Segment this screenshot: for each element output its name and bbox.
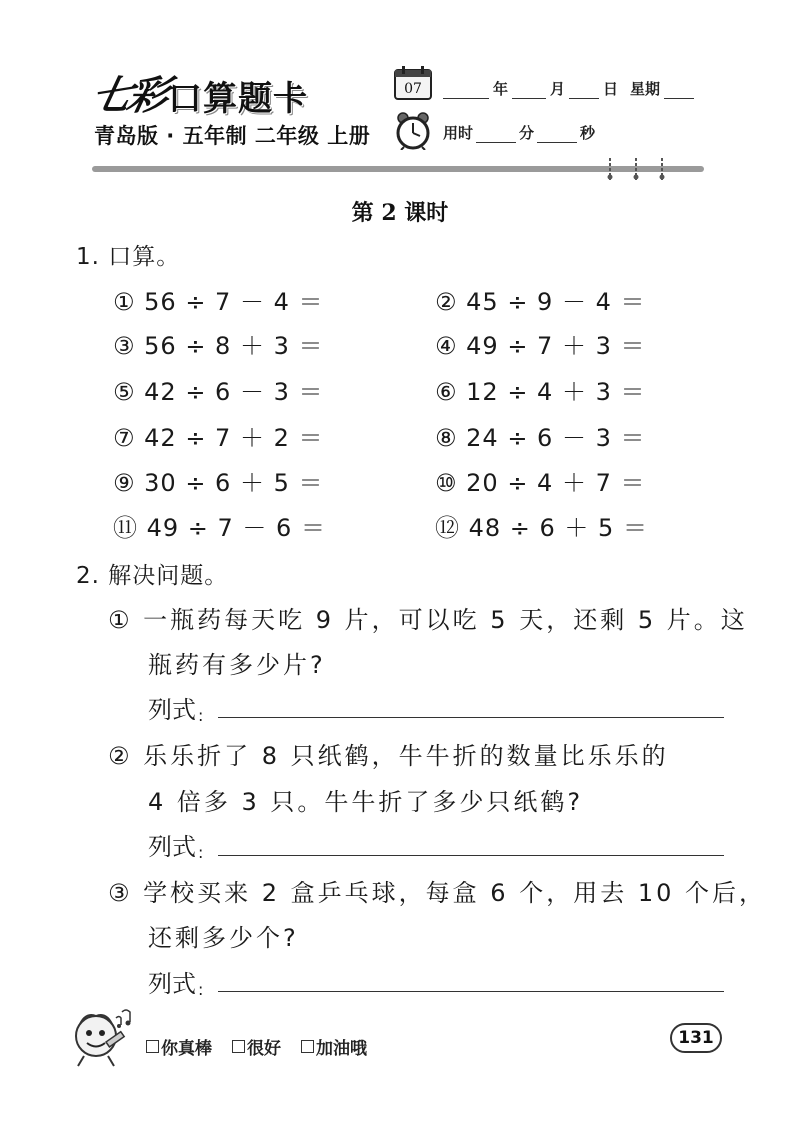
formula-label xyxy=(148,827,207,862)
weekday-blank[interactable] xyxy=(664,84,694,99)
page-number: 131 xyxy=(670,1023,722,1053)
equation: ⑩ 20 ÷ 4 ＋ 7 ＝ xyxy=(435,469,646,497)
formula-colon: : xyxy=(198,843,204,862)
equation: ⑫ 48 ÷ 6 ＋ 5 ＝ xyxy=(435,514,648,542)
rating-option-great[interactable] xyxy=(146,1034,212,1059)
answer-line[interactable] xyxy=(218,991,724,992)
rating-label: 很好 xyxy=(247,1039,281,1059)
problem-1-text: ① 一瓶药每天吃 9 片，可以吃 5 天，还剩 5 片。这 xyxy=(108,606,748,634)
month-label: 月 xyxy=(550,80,566,98)
equation: ⑨ 30 ÷ 6 ＋ 5 ＝ xyxy=(113,469,324,497)
lesson-title: 第 2 课时 xyxy=(351,200,449,226)
equation: ⑦ 42 ÷ 7 ＋ 2 ＝ xyxy=(113,424,324,452)
day-blank[interactable] xyxy=(569,84,599,99)
minute-blank[interactable] xyxy=(476,128,516,143)
answer-line[interactable] xyxy=(218,717,724,718)
equation: ⑤ 42 ÷ 6 － 3 ＝ xyxy=(113,378,324,406)
equation: ⑥ 12 ÷ 4 ＋ 3 ＝ xyxy=(435,378,646,406)
time-used-label: 用时 xyxy=(443,124,474,142)
equation: ⑧ 24 ÷ 6 － 3 ＝ xyxy=(435,424,646,452)
brand-script: 七彩 xyxy=(87,72,170,119)
self-rating xyxy=(146,1034,367,1059)
formula-label xyxy=(148,964,207,999)
section1-title: 1. 口算。 xyxy=(76,244,181,270)
problem-2-text: ② 乐乐折了 8 只纸鹤，牛牛折的数量比乐乐的 xyxy=(108,742,669,770)
date-fields xyxy=(443,78,694,99)
problem-2-text-cont: 4 倍多 3 只。牛牛折了多少只纸鹤? xyxy=(148,788,584,816)
rating-label: 你真棒 xyxy=(161,1039,212,1059)
checkbox-icon[interactable] xyxy=(301,1040,314,1053)
mascot-icon xyxy=(66,1004,138,1068)
equation: ① 56 ÷ 7 － 4 ＝ xyxy=(113,288,324,316)
brand-logo xyxy=(87,62,308,119)
formula-label-text: 列式 xyxy=(148,696,196,724)
formula-label xyxy=(148,690,207,725)
formula-label-text: 列式 xyxy=(148,970,196,998)
minute-label: 分 xyxy=(519,124,535,142)
problem-1-text-cont: 瓶药有多少片? xyxy=(148,651,326,679)
answer-line[interactable] xyxy=(218,855,724,856)
formula-colon: : xyxy=(198,706,204,725)
rating-label: 加油哦 xyxy=(316,1039,367,1059)
month-blank[interactable] xyxy=(512,84,546,99)
equation: ③ 56 ÷ 8 ＋ 3 ＝ xyxy=(113,332,324,360)
formula-label-text: 列式 xyxy=(148,833,196,861)
time-fields xyxy=(443,122,595,143)
year-label: 年 xyxy=(493,80,509,98)
binder-ring-icon xyxy=(607,158,613,180)
checkbox-icon[interactable] xyxy=(146,1040,159,1053)
section2-title: 2. 解决问题。 xyxy=(76,563,229,589)
clock-icon xyxy=(394,112,432,150)
binder-ring-icon xyxy=(633,158,639,180)
checkbox-icon[interactable] xyxy=(232,1040,245,1053)
equation: ② 45 ÷ 9 － 4 ＝ xyxy=(435,288,646,316)
binder-ring-icon xyxy=(659,158,665,180)
calendar-day: 07 xyxy=(404,81,422,97)
equation: ④ 49 ÷ 7 ＋ 3 ＝ xyxy=(435,332,646,360)
brand-title: 口算题卡 xyxy=(168,79,308,119)
day-label: 日 xyxy=(603,80,619,98)
equation: ⑪ 49 ÷ 7 － 6 ＝ xyxy=(113,514,326,542)
second-label: 秒 xyxy=(580,124,596,142)
second-blank[interactable] xyxy=(537,128,577,143)
problem-3-text-cont: 还剩多少个? xyxy=(148,924,299,952)
formula-colon: : xyxy=(198,980,204,999)
rating-option-good[interactable] xyxy=(232,1034,281,1059)
problem-3-text: ③ 学校买来 2 盒乒乓球，每盒 6 个，用去 10 个后， xyxy=(108,879,766,907)
edition-label: 青岛版 · 五年制 二年级 上册 xyxy=(94,124,371,148)
calendar-icon xyxy=(394,66,432,100)
weekday-label: 星期 xyxy=(630,80,661,98)
year-blank[interactable] xyxy=(443,84,489,99)
rating-option-keep-going[interactable] xyxy=(301,1034,367,1059)
